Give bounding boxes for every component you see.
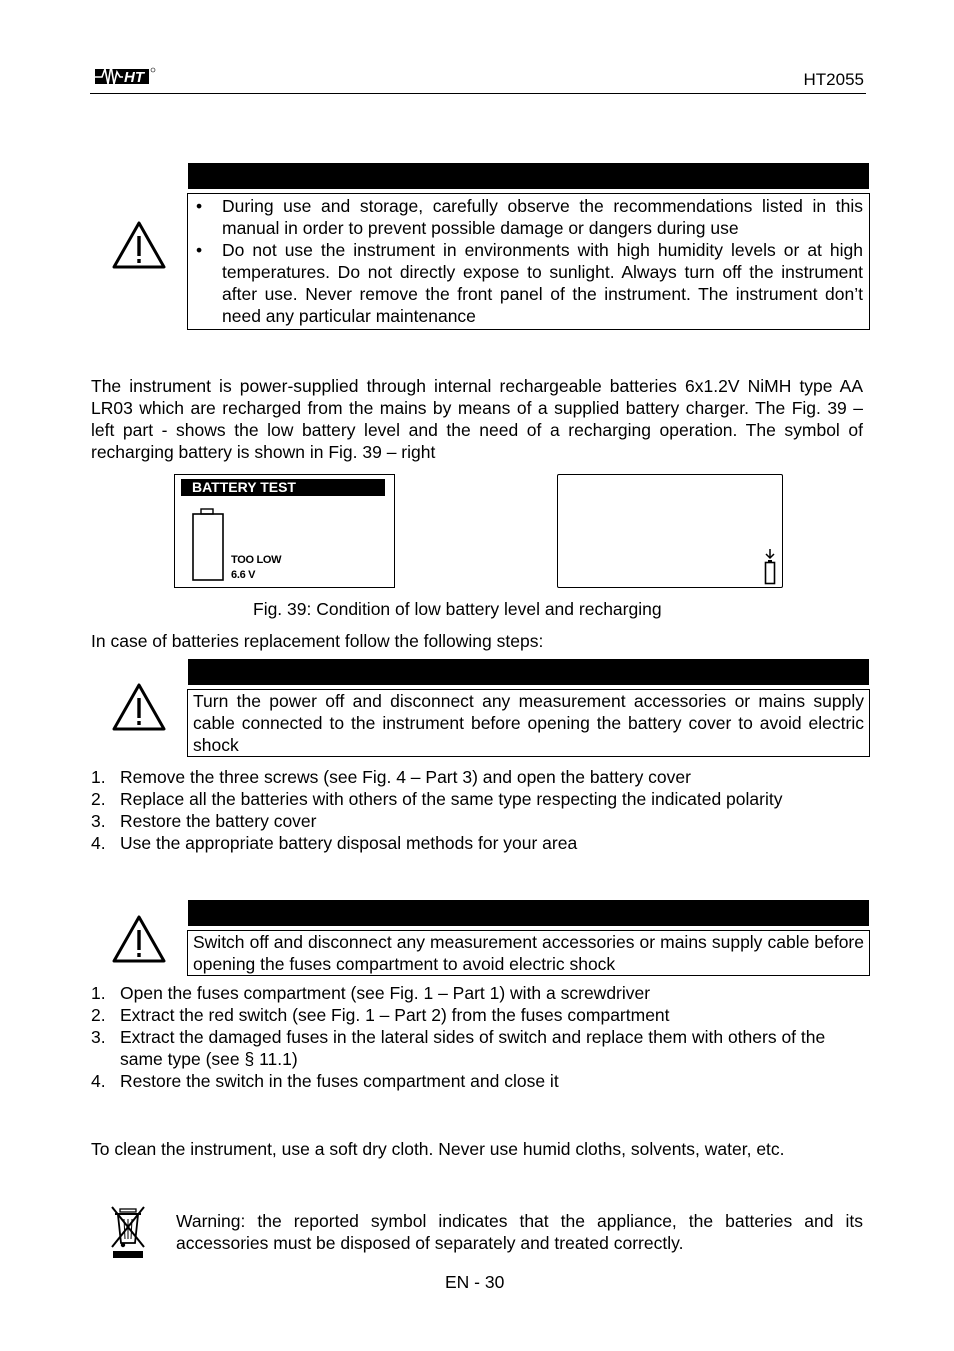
svg-text:HT: HT [124,69,144,86]
step-text: Replace all the batteries with others of the same type respecting the indicated polarity [120,789,783,809]
step-number: 4. [91,833,106,853]
header-rule [90,93,866,94]
step-text: Open the fuses compartment (see Fig. 1 – Part 1) with a screwdriver [120,983,651,1003]
caution-item: • Do not use the instrument in environments with high humidity levels or at high temperatures. Do not directly expose to sunlight. Always turn off the instrument after use. Never remove the front panel of the instrument. The instrument don’t need any particular maintenance [188,239,863,327]
weee-bin-icon [109,1205,147,1259]
list-item [91,810,866,832]
list-item [91,1026,866,1070]
recharging-screen [557,474,783,588]
step-text: Restore the battery cover [120,811,317,831]
fuse-steps-list [91,982,866,1092]
cleaning-paragraph: To clean the instrument, use a soft dry cloth. Never use humid cloths, solvents, water, etc. [91,1139,785,1159]
step-number: 1. [91,983,106,1003]
step-text: Extract the red switch (see Fig. 1 – Part 2) from the fuses compartment [120,1005,670,1025]
list-item [91,1070,866,1092]
step-number: 4. [91,1071,106,1091]
figure-caption: Fig. 39: Condition of low battery level and recharging [253,599,662,619]
battery-empty-icon [191,508,225,582]
caution-box-fuses: Switch off and disconnect any measurement accessories or mains supply cable before opening the fuses compartment to avoid electric shock [187,930,870,976]
battery-charging-icon [763,548,777,585]
caution-bar [188,163,869,189]
screen-title: BATTERY TEST [181,479,385,496]
step-number: 3. [91,811,106,831]
disposal-paragraph: Warning: the reported symbol indicates that the appliance, the batteries and its accessories must be disposed of separately and treated correctly. [176,1211,863,1253]
step-text: Restore the switch in the fuses compartment and close it [120,1071,559,1091]
battery-intro-paragraph: The instrument is power-supplied through internal rechargeable batteries 6x1.2V NiMH type AA LR03 which are recharged from the mains by means of a supplied battery charger. The Fig. 39 – left part - shows the low battery level and the need of a recharging operation. The symbol of recharging battery is shown in Fig. 39 – right [91,376,863,462]
model-name: HT2055 [803,70,864,89]
list-item [91,766,866,788]
caution-box-general [187,193,870,330]
caution-box-battery: Turn the power off and disconnect any measurement accessories or mains supply cable connected to the instrument before opening the battery cover to avoid electric shock [187,689,870,757]
battery-voltage: 6.6 V [231,569,256,581]
page-number: EN - 30 [445,1272,505,1292]
step-text: Use the appropriate battery disposal methods for your area [120,833,578,853]
brand-logo [93,62,169,88]
warning-triangle-icon [111,220,167,270]
battery-steps-intro: In case of batteries replacement follow the following steps: [91,631,544,651]
list-item [91,832,866,854]
list-item [91,788,866,810]
list-item [91,1004,866,1026]
step-number: 3. [91,1027,106,1047]
caution-bar [188,900,869,926]
step-number: 2. [91,1005,106,1025]
low-battery-screen [174,474,395,588]
step-number: 1. [91,767,106,787]
step-text: Remove the three screws (see Fig. 4 – Part 3) and open the battery cover [120,767,691,787]
caution-bar [188,659,869,685]
step-number: 2. [91,789,106,809]
warning-triangle-icon [111,914,167,964]
list-item [91,982,866,1004]
battery-steps-list [91,766,866,854]
battery-status: TOO LOW [231,554,282,566]
warning-triangle-icon [111,682,167,732]
caution-item: • During use and storage, carefully observe the recommendations listed in this manual in order to prevent possible damage or dangers during use [188,195,863,239]
step-text: Extract the damaged fuses in the lateral sides of switch and replace them with others of the same type (see § 11.1) [120,1027,826,1069]
